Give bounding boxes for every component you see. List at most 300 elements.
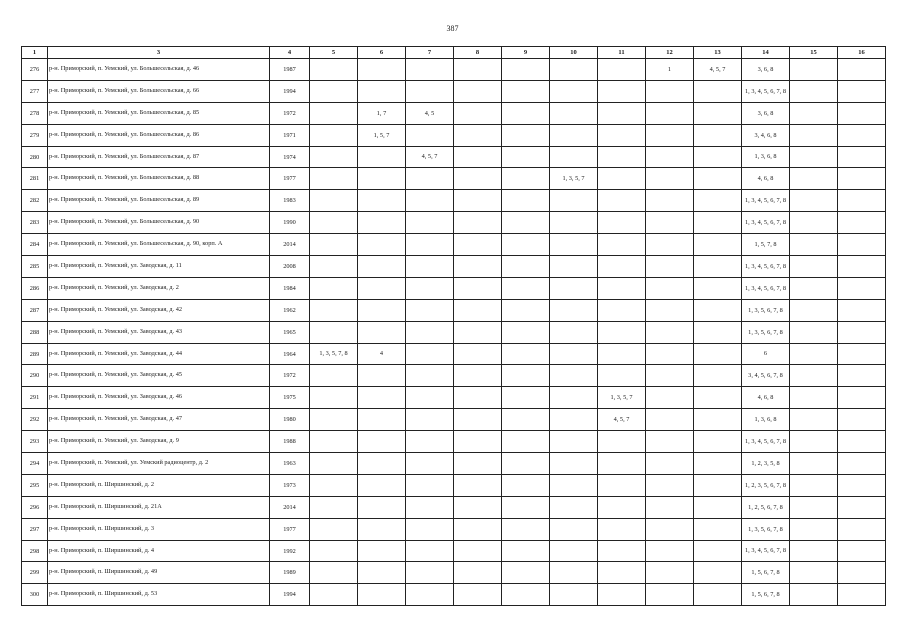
value-cell-9 [502, 124, 550, 146]
table-body [22, 59, 886, 606]
value-cell-6 [358, 277, 406, 299]
value-cell-14: 1, 3, 6, 8 [742, 146, 790, 168]
value-cell-11 [598, 212, 646, 234]
value-cell-13 [694, 277, 742, 299]
value-cell-13 [694, 80, 742, 102]
column-header: 13 [694, 47, 742, 59]
column-header: 14 [742, 47, 790, 59]
value-cell-6 [358, 212, 406, 234]
value-cell-13 [694, 146, 742, 168]
value-cell-12 [646, 234, 694, 256]
value-cell-8 [454, 518, 502, 540]
value-cell-14: 3, 4, 6, 8 [742, 124, 790, 146]
value-cell-9 [502, 234, 550, 256]
table-row [22, 80, 886, 102]
year-cell: 1963 [270, 453, 310, 475]
value-cell-5 [310, 540, 358, 562]
value-cell-14: 1, 3, 5, 6, 7, 8 [742, 299, 790, 321]
value-cell-9 [502, 190, 550, 212]
column-header: 9 [502, 47, 550, 59]
column-header: 12 [646, 47, 694, 59]
year-cell: 1975 [270, 387, 310, 409]
row-number-cell: 284 [22, 234, 48, 256]
address-cell: р-н. Приморский, п. Уемский, ул. Большесельская, д. 66 [48, 80, 270, 102]
value-cell-7 [406, 212, 454, 234]
value-cell-16 [838, 256, 886, 278]
value-cell-12 [646, 474, 694, 496]
value-cell-12 [646, 387, 694, 409]
header-row [22, 47, 886, 59]
address-cell: р-н. Приморский, п. Уемский, ул. Заводская, д. 45 [48, 365, 270, 387]
value-cell-15 [790, 299, 838, 321]
value-cell-15 [790, 518, 838, 540]
value-cell-10 [550, 80, 598, 102]
value-cell-9 [502, 102, 550, 124]
value-cell-7 [406, 59, 454, 81]
year-cell: 1962 [270, 299, 310, 321]
value-cell-5 [310, 584, 358, 606]
value-cell-5 [310, 102, 358, 124]
value-cell-6 [358, 146, 406, 168]
value-cell-8 [454, 584, 502, 606]
row-number-cell: 281 [22, 168, 48, 190]
value-cell-9 [502, 540, 550, 562]
row-number-cell: 285 [22, 256, 48, 278]
value-cell-10 [550, 584, 598, 606]
value-cell-10 [550, 562, 598, 584]
value-cell-10 [550, 59, 598, 81]
value-cell-10 [550, 540, 598, 562]
value-cell-8 [454, 80, 502, 102]
value-cell-13 [694, 256, 742, 278]
value-cell-6 [358, 387, 406, 409]
value-cell-15 [790, 343, 838, 365]
table-row [22, 343, 886, 365]
value-cell-12 [646, 453, 694, 475]
value-cell-13 [694, 496, 742, 518]
value-cell-9 [502, 365, 550, 387]
year-cell: 1989 [270, 562, 310, 584]
value-cell-10 [550, 277, 598, 299]
value-cell-6 [358, 234, 406, 256]
value-cell-9 [502, 59, 550, 81]
row-number-cell: 278 [22, 102, 48, 124]
value-cell-11 [598, 234, 646, 256]
value-cell-15 [790, 321, 838, 343]
value-cell-5 [310, 562, 358, 584]
value-cell-9 [502, 256, 550, 278]
year-cell: 1974 [270, 146, 310, 168]
value-cell-11 [598, 431, 646, 453]
value-cell-8 [454, 256, 502, 278]
year-cell: 2014 [270, 496, 310, 518]
table-row [22, 518, 886, 540]
value-cell-8 [454, 321, 502, 343]
table-row [22, 234, 886, 256]
address-cell: р-н. Приморский, п. Уемский, ул. Заводская, д. 9 [48, 431, 270, 453]
value-cell-11 [598, 518, 646, 540]
value-cell-16 [838, 146, 886, 168]
value-cell-7 [406, 80, 454, 102]
year-cell: 1973 [270, 474, 310, 496]
value-cell-11 [598, 365, 646, 387]
value-cell-5 [310, 431, 358, 453]
value-cell-12 [646, 190, 694, 212]
value-cell-7 [406, 453, 454, 475]
value-cell-15 [790, 146, 838, 168]
year-cell: 1987 [270, 59, 310, 81]
value-cell-14: 1, 3, 6, 8 [742, 409, 790, 431]
value-cell-9 [502, 277, 550, 299]
value-cell-8 [454, 124, 502, 146]
value-cell-11 [598, 562, 646, 584]
page-number: 387 [446, 24, 459, 33]
value-cell-7 [406, 409, 454, 431]
value-cell-16 [838, 80, 886, 102]
value-cell-11 [598, 256, 646, 278]
value-cell-6 [358, 584, 406, 606]
address-cell: р-н. Приморский, п. Ширшинский, д. 4 [48, 540, 270, 562]
value-cell-11 [598, 59, 646, 81]
value-cell-7 [406, 387, 454, 409]
value-cell-16 [838, 102, 886, 124]
value-cell-13 [694, 584, 742, 606]
value-cell-16 [838, 474, 886, 496]
value-cell-12 [646, 540, 694, 562]
value-cell-13 [694, 168, 742, 190]
address-cell: р-н. Приморский, п. Уемский, ул. Заводская, д. 42 [48, 299, 270, 321]
table-row [22, 453, 886, 475]
value-cell-7 [406, 190, 454, 212]
value-cell-14: 1, 3, 4, 5, 6, 7, 8 [742, 212, 790, 234]
value-cell-13 [694, 343, 742, 365]
value-cell-9 [502, 431, 550, 453]
value-cell-16 [838, 234, 886, 256]
year-cell: 1977 [270, 168, 310, 190]
value-cell-11 [598, 190, 646, 212]
value-cell-6 [358, 59, 406, 81]
row-number-cell: 293 [22, 431, 48, 453]
address-cell: р-н. Приморский, п. Уемский, ул. Большесельская, д. 86 [48, 124, 270, 146]
value-cell-7 [406, 299, 454, 321]
value-cell-12 [646, 299, 694, 321]
table-row [22, 584, 886, 606]
value-cell-16 [838, 540, 886, 562]
value-cell-10 [550, 256, 598, 278]
address-cell: р-н. Приморский, п. Уемский, ул. Заводская, д. 44 [48, 343, 270, 365]
value-cell-8 [454, 343, 502, 365]
table-row [22, 299, 886, 321]
value-cell-5 [310, 474, 358, 496]
value-cell-16 [838, 387, 886, 409]
value-cell-15 [790, 102, 838, 124]
value-cell-14: 1, 3, 4, 5, 6, 7, 8 [742, 256, 790, 278]
value-cell-7 [406, 431, 454, 453]
value-cell-7 [406, 124, 454, 146]
value-cell-8 [454, 212, 502, 234]
value-cell-6 [358, 496, 406, 518]
row-number-cell: 296 [22, 496, 48, 518]
value-cell-10 [550, 387, 598, 409]
row-number-cell: 298 [22, 540, 48, 562]
value-cell-6 [358, 518, 406, 540]
column-header: 10 [550, 47, 598, 59]
value-cell-14: 4, 6, 8 [742, 168, 790, 190]
value-cell-15 [790, 212, 838, 234]
value-cell-12 [646, 496, 694, 518]
value-cell-12 [646, 431, 694, 453]
value-cell-14: 1, 3, 4, 5, 6, 7, 8 [742, 277, 790, 299]
address-cell: р-н. Приморский, п. Уемский, ул. Заводская, д. 43 [48, 321, 270, 343]
value-cell-10 [550, 234, 598, 256]
value-cell-5 [310, 496, 358, 518]
value-cell-13 [694, 474, 742, 496]
value-cell-10 [550, 409, 598, 431]
year-cell: 1994 [270, 584, 310, 606]
value-cell-12 [646, 277, 694, 299]
year-cell: 1971 [270, 124, 310, 146]
value-cell-8 [454, 496, 502, 518]
value-cell-10 [550, 496, 598, 518]
value-cell-11 [598, 321, 646, 343]
value-cell-10 [550, 299, 598, 321]
value-cell-16 [838, 409, 886, 431]
row-number-cell: 283 [22, 212, 48, 234]
row-number-cell: 280 [22, 146, 48, 168]
value-cell-15 [790, 409, 838, 431]
value-cell-5 [310, 299, 358, 321]
value-cell-5 [310, 59, 358, 81]
column-header: 8 [454, 47, 502, 59]
value-cell-15 [790, 474, 838, 496]
table-row [22, 474, 886, 496]
value-cell-11 [598, 540, 646, 562]
value-cell-15 [790, 234, 838, 256]
address-cell: р-н. Приморский, п. Уемский, ул. Большесельская, д. 87 [48, 146, 270, 168]
year-cell: 1972 [270, 102, 310, 124]
address-cell: р-н. Приморский, п. Ширшинский, д. 2 [48, 474, 270, 496]
table-row [22, 496, 886, 518]
row-number-cell: 291 [22, 387, 48, 409]
value-cell-11 [598, 496, 646, 518]
value-cell-15 [790, 256, 838, 278]
value-cell-12: 1 [646, 59, 694, 81]
housing-table [21, 46, 886, 606]
value-cell-12 [646, 102, 694, 124]
value-cell-8 [454, 387, 502, 409]
row-number-cell: 297 [22, 518, 48, 540]
table-row [22, 431, 886, 453]
value-cell-5 [310, 453, 358, 475]
row-number-cell: 277 [22, 80, 48, 102]
value-cell-12 [646, 343, 694, 365]
value-cell-14: 1, 5, 7, 8 [742, 234, 790, 256]
value-cell-7 [406, 234, 454, 256]
value-cell-10 [550, 146, 598, 168]
value-cell-9 [502, 80, 550, 102]
table-row [22, 59, 886, 81]
year-cell: 2008 [270, 256, 310, 278]
value-cell-6 [358, 256, 406, 278]
row-number-cell: 299 [22, 562, 48, 584]
value-cell-15 [790, 431, 838, 453]
value-cell-6 [358, 474, 406, 496]
value-cell-8 [454, 540, 502, 562]
row-number-cell: 282 [22, 190, 48, 212]
value-cell-11 [598, 80, 646, 102]
value-cell-12 [646, 321, 694, 343]
value-cell-11 [598, 299, 646, 321]
column-header: 3 [48, 47, 270, 59]
table-row [22, 168, 886, 190]
value-cell-12 [646, 124, 694, 146]
value-cell-10 [550, 518, 598, 540]
value-cell-5 [310, 256, 358, 278]
value-cell-14: 1, 3, 4, 5, 6, 7, 8 [742, 190, 790, 212]
year-cell: 1984 [270, 277, 310, 299]
value-cell-16 [838, 299, 886, 321]
column-header: 1 [22, 47, 48, 59]
value-cell-14: 3, 6, 8 [742, 102, 790, 124]
value-cell-7 [406, 365, 454, 387]
address-cell: р-н. Приморский, п. Уемский, ул. Большесельская, д. 88 [48, 168, 270, 190]
value-cell-10 [550, 431, 598, 453]
value-cell-9 [502, 212, 550, 234]
value-cell-10 [550, 321, 598, 343]
address-cell: р-н. Приморский, п. Ширшинский, д. 3 [48, 518, 270, 540]
value-cell-15 [790, 453, 838, 475]
value-cell-15 [790, 190, 838, 212]
value-cell-16 [838, 277, 886, 299]
value-cell-16 [838, 343, 886, 365]
value-cell-9 [502, 299, 550, 321]
value-cell-13 [694, 212, 742, 234]
value-cell-8 [454, 59, 502, 81]
value-cell-9 [502, 321, 550, 343]
value-cell-11 [598, 102, 646, 124]
value-cell-7 [406, 256, 454, 278]
value-cell-13 [694, 518, 742, 540]
value-cell-15 [790, 584, 838, 606]
value-cell-11 [598, 343, 646, 365]
year-cell: 1965 [270, 321, 310, 343]
value-cell-6 [358, 321, 406, 343]
value-cell-15 [790, 365, 838, 387]
value-cell-11 [598, 474, 646, 496]
year-cell: 1983 [270, 190, 310, 212]
value-cell-12 [646, 212, 694, 234]
value-cell-6 [358, 431, 406, 453]
value-cell-6 [358, 453, 406, 475]
value-cell-14: 1, 2, 5, 6, 7, 8 [742, 496, 790, 518]
value-cell-7 [406, 496, 454, 518]
value-cell-16 [838, 496, 886, 518]
column-header: 5 [310, 47, 358, 59]
value-cell-15 [790, 80, 838, 102]
value-cell-16 [838, 365, 886, 387]
row-number-cell: 289 [22, 343, 48, 365]
value-cell-14: 1, 5, 6, 7, 8 [742, 584, 790, 606]
value-cell-11 [598, 453, 646, 475]
value-cell-13 [694, 299, 742, 321]
year-cell: 1994 [270, 80, 310, 102]
value-cell-14: 1, 5, 6, 7, 8 [742, 562, 790, 584]
value-cell-14: 1, 3, 5, 6, 7, 8 [742, 321, 790, 343]
row-number-cell: 295 [22, 474, 48, 496]
year-cell: 1977 [270, 518, 310, 540]
value-cell-6: 1, 5, 7 [358, 124, 406, 146]
value-cell-5 [310, 212, 358, 234]
value-cell-6 [358, 562, 406, 584]
value-cell-5 [310, 409, 358, 431]
table-row [22, 256, 886, 278]
value-cell-9 [502, 496, 550, 518]
row-number-cell: 286 [22, 277, 48, 299]
table-row [22, 146, 886, 168]
value-cell-10 [550, 212, 598, 234]
value-cell-14: 4, 6, 8 [742, 387, 790, 409]
value-cell-10 [550, 365, 598, 387]
value-cell-16 [838, 190, 886, 212]
address-cell: р-н. Приморский, п. Уемский, ул. Большесельская, д. 89 [48, 190, 270, 212]
value-cell-16 [838, 453, 886, 475]
value-cell-6 [358, 365, 406, 387]
value-cell-5 [310, 518, 358, 540]
table-row [22, 190, 886, 212]
value-cell-9 [502, 409, 550, 431]
value-cell-7 [406, 343, 454, 365]
row-number-cell: 279 [22, 124, 48, 146]
table-row [22, 124, 886, 146]
value-cell-8 [454, 190, 502, 212]
value-cell-16 [838, 562, 886, 584]
column-header: 16 [838, 47, 886, 59]
column-header: 15 [790, 47, 838, 59]
value-cell-14: 3, 6, 8 [742, 59, 790, 81]
value-cell-9 [502, 474, 550, 496]
row-number-cell: 287 [22, 299, 48, 321]
value-cell-6: 4 [358, 343, 406, 365]
value-cell-6 [358, 409, 406, 431]
value-cell-7 [406, 277, 454, 299]
value-cell-7 [406, 584, 454, 606]
row-number-cell: 294 [22, 453, 48, 475]
value-cell-16 [838, 168, 886, 190]
table-row [22, 409, 886, 431]
address-cell: р-н. Приморский, п. Уемский, ул. Заводская, д. 47 [48, 409, 270, 431]
value-cell-7 [406, 474, 454, 496]
year-cell: 2014 [270, 234, 310, 256]
value-cell-8 [454, 102, 502, 124]
table-row [22, 387, 886, 409]
value-cell-8 [454, 365, 502, 387]
value-cell-8 [454, 299, 502, 321]
value-cell-9 [502, 146, 550, 168]
value-cell-12 [646, 168, 694, 190]
value-cell-5 [310, 124, 358, 146]
value-cell-8 [454, 168, 502, 190]
value-cell-13 [694, 453, 742, 475]
value-cell-14: 1, 3, 5, 6, 7, 8 [742, 518, 790, 540]
value-cell-13 [694, 102, 742, 124]
year-cell: 1992 [270, 540, 310, 562]
address-cell: р-н. Приморский, п. Уемский, ул. Большесельская, д. 85 [48, 102, 270, 124]
value-cell-9 [502, 584, 550, 606]
value-cell-6 [358, 299, 406, 321]
value-cell-5 [310, 387, 358, 409]
value-cell-7: 4, 5, 7 [406, 146, 454, 168]
value-cell-16 [838, 518, 886, 540]
